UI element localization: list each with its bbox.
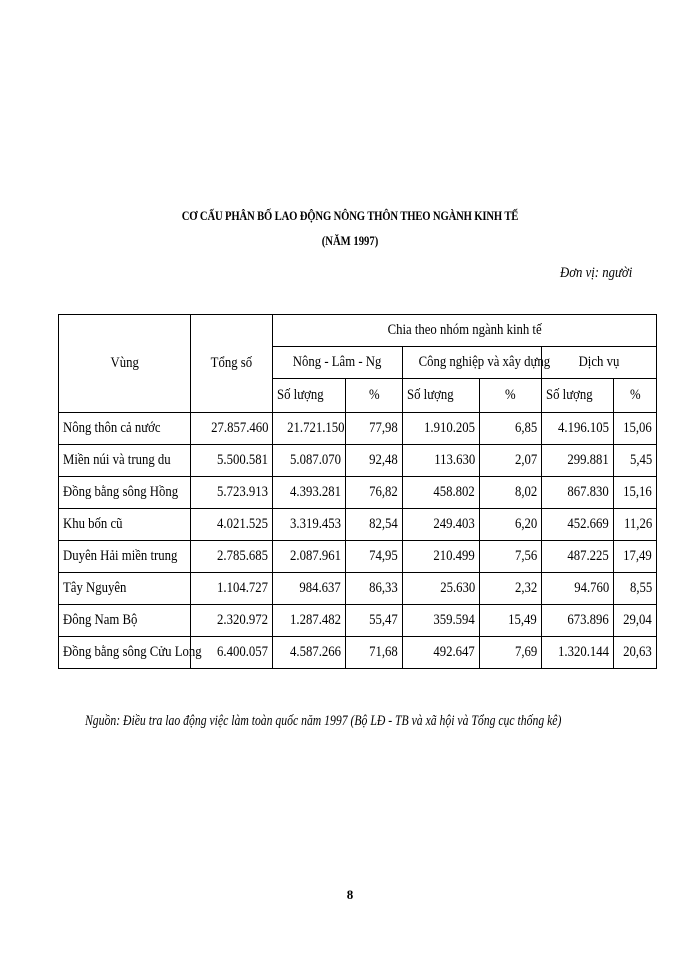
cell-region: Đồng bằng sông Hồng <box>59 477 191 509</box>
cell-agri-count: 4.587.266 <box>273 637 346 669</box>
cell-serv-count: 94.760 <box>542 573 614 605</box>
header-industry: Công nghiệp và xây dựng <box>403 347 542 379</box>
cell-serv-percent: 5,45 <box>614 445 657 477</box>
cell-serv-percent: 20,63 <box>614 637 657 669</box>
table-row <box>59 509 657 541</box>
cell-serv-percent: 11,26 <box>614 509 657 541</box>
header-ind-percent: % <box>480 379 542 413</box>
cell-serv-count: 4.196.105 <box>542 413 614 445</box>
cell-serv-percent: 17,49 <box>614 541 657 573</box>
cell-ind-percent: 7,56 <box>480 541 542 573</box>
cell-agri-percent: 92,48 <box>346 445 403 477</box>
cell-total: 5.723.913 <box>191 477 273 509</box>
cell-region: Khu bốn cũ <box>59 509 191 541</box>
cell-agri-percent: 82,54 <box>346 509 403 541</box>
cell-region: Duyên Hải miền trung <box>59 541 191 573</box>
cell-ind-count: 458.802 <box>403 477 480 509</box>
cell-total: 2.785.685 <box>191 541 273 573</box>
header-region: Vùng <box>59 315 191 413</box>
cell-ind-percent: 2,07 <box>480 445 542 477</box>
cell-ind-percent: 6,20 <box>480 509 542 541</box>
cell-agri-count: 2.087.961 <box>273 541 346 573</box>
header-total: Tổng số <box>191 315 273 413</box>
cell-region: Tây Nguyên <box>59 573 191 605</box>
document-title: CƠ CẤU PHÂN BỐ LAO ĐỘNG NÔNG THÔN THEO NGÀNH KINH TẾ <box>181 208 519 223</box>
source-note: Nguồn: Điều tra lao động việc làm toàn quốc năm 1997 (Bộ LĐ - TB và xã hội và Tổng cục thống kê) <box>85 713 562 729</box>
header-sector-group: Chia theo nhóm ngành kinh tế <box>273 315 657 347</box>
table-row <box>59 541 657 573</box>
cell-ind-count: 113.630 <box>403 445 480 477</box>
cell-total: 1.104.727 <box>191 573 273 605</box>
cell-agri-percent: 76,82 <box>346 477 403 509</box>
cell-ind-count: 359.594 <box>403 605 480 637</box>
header-agri-percent: % <box>346 379 403 413</box>
document-subtitle: (NĂM 1997) <box>321 233 379 248</box>
header-agri-count: Số lượng <box>273 379 346 413</box>
cell-total: 27.857.460 <box>191 413 273 445</box>
cell-total: 2.320.972 <box>191 605 273 637</box>
cell-ind-percent: 15,49 <box>480 605 542 637</box>
cell-ind-percent: 8,02 <box>480 477 542 509</box>
header-ind-count: Số lượng <box>403 379 480 413</box>
cell-region: Miền núi và trung du <box>59 445 191 477</box>
cell-agri-count: 4.393.281 <box>273 477 346 509</box>
table-row <box>59 573 657 605</box>
cell-ind-percent: 7,69 <box>480 637 542 669</box>
cell-ind-count: 210.499 <box>403 541 480 573</box>
cell-serv-percent: 29,04 <box>614 605 657 637</box>
cell-total: 6.400.057 <box>191 637 273 669</box>
cell-ind-count: 492.647 <box>403 637 480 669</box>
cell-ind-count: 249.403 <box>403 509 480 541</box>
cell-ind-count: 25.630 <box>403 573 480 605</box>
cell-ind-percent: 6,85 <box>480 413 542 445</box>
cell-serv-count: 867.830 <box>542 477 614 509</box>
cell-agri-count: 984.637 <box>273 573 346 605</box>
table-row <box>59 445 657 477</box>
cell-serv-percent: 15,16 <box>614 477 657 509</box>
header-agriculture: Nông - Lâm - Ng <box>273 347 403 379</box>
table-row <box>59 637 657 669</box>
cell-region: Nông thôn cả nước <box>59 413 191 445</box>
cell-total: 5.500.581 <box>191 445 273 477</box>
header-serv-count: Số lượng <box>542 379 614 413</box>
table-body <box>59 413 657 669</box>
cell-agri-count: 5.087.070 <box>273 445 346 477</box>
cell-agri-percent: 86,33 <box>346 573 403 605</box>
cell-ind-count: 1.910.205 <box>403 413 480 445</box>
header-services: Dịch vụ <box>542 347 657 379</box>
cell-agri-percent: 74,95 <box>346 541 403 573</box>
table-row <box>59 413 657 445</box>
labor-structure-table <box>58 314 657 669</box>
cell-serv-percent: 8,55 <box>614 573 657 605</box>
header-serv-percent: % <box>614 379 657 413</box>
cell-serv-count: 673.896 <box>542 605 614 637</box>
cell-total: 4.021.525 <box>191 509 273 541</box>
cell-agri-count: 3.319.453 <box>273 509 346 541</box>
cell-ind-percent: 2,32 <box>480 573 542 605</box>
cell-agri-percent: 55,47 <box>346 605 403 637</box>
cell-agri-count: 1.287.482 <box>273 605 346 637</box>
table-row <box>59 605 657 637</box>
cell-serv-percent: 15,06 <box>614 413 657 445</box>
cell-agri-count: 21.721.150 <box>273 413 346 445</box>
cell-agri-percent: 71,68 <box>346 637 403 669</box>
cell-region: Đông Nam Bộ <box>59 605 191 637</box>
cell-agri-percent: 77,98 <box>346 413 403 445</box>
cell-region: Đồng bằng sông Cửu Long <box>59 637 191 669</box>
cell-serv-count: 487.225 <box>542 541 614 573</box>
unit-label: Đơn vị: người <box>560 265 633 281</box>
cell-serv-count: 1.320.144 <box>542 637 614 669</box>
cell-serv-count: 452.669 <box>542 509 614 541</box>
table-row <box>59 477 657 509</box>
page-number: 8 <box>346 887 354 902</box>
cell-serv-count: 299.881 <box>542 445 614 477</box>
